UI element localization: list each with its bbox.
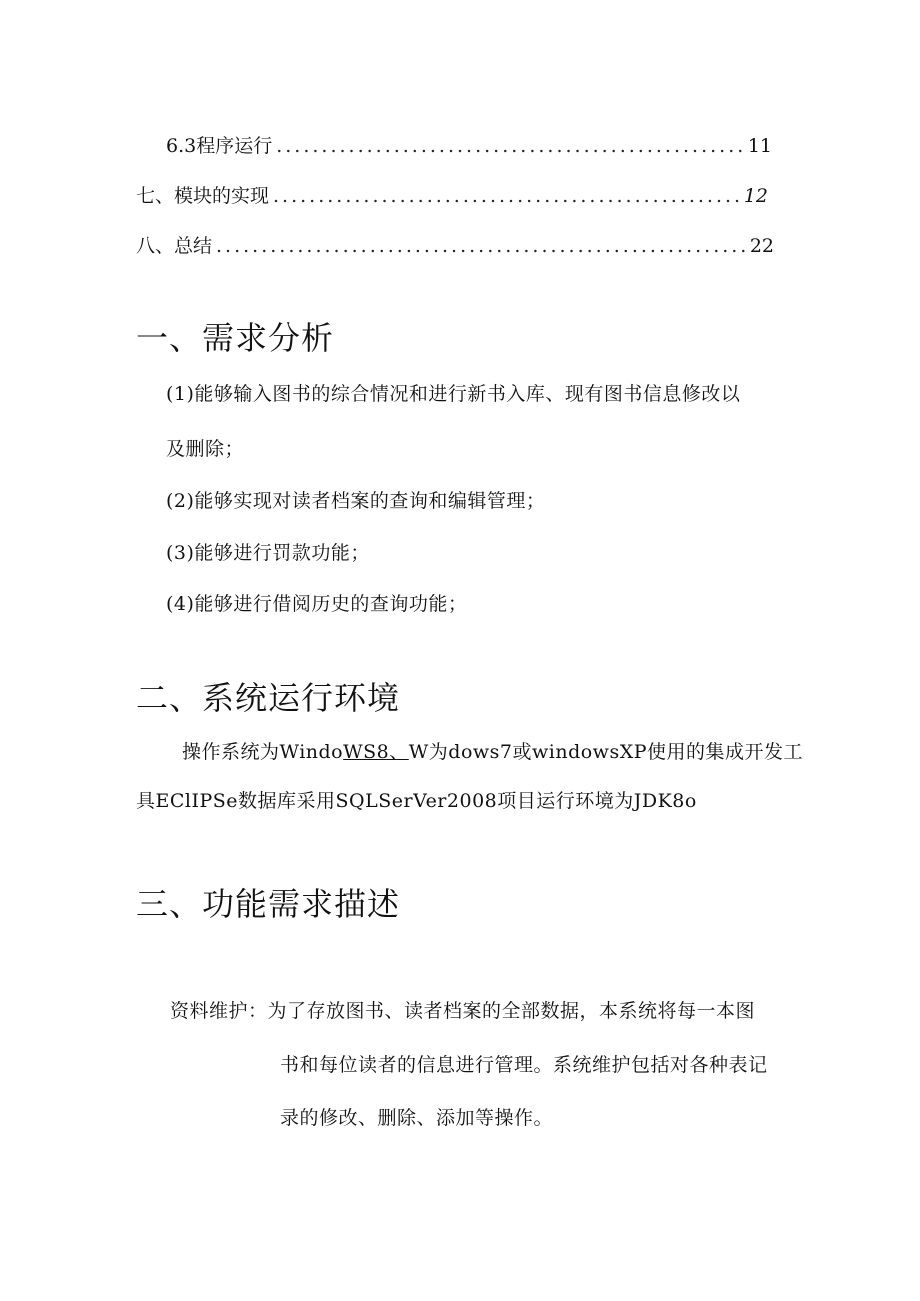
environment-paragraph-line bbox=[182, 738, 803, 766]
toc-entry-page: 11 bbox=[747, 135, 772, 157]
toc-entry-page: 22 bbox=[749, 235, 774, 257]
toc-leader-dots bbox=[273, 182, 740, 210]
environment-paragraph-line: 具EClIPSe数据库采用SQLSerVer2008项目运行环境为JDK8o bbox=[136, 790, 697, 812]
toc-leader-dots bbox=[216, 232, 746, 260]
section-heading-functional-requirements: 三、功能需求描述 bbox=[136, 885, 401, 923]
section-heading-requirements: 一、需求分析 bbox=[136, 319, 335, 357]
toc-entry[interactable] bbox=[136, 182, 768, 210]
environment-text-underlined: WS8、 bbox=[343, 741, 409, 763]
requirement-item: (4)能够进行借阅历史的查询功能； bbox=[166, 593, 468, 615]
requirement-item: (1)能够输入图书的综合情况和进行新书入库、现有图书信息修改以 bbox=[166, 383, 741, 405]
requirement-item: (3)能够进行罚款功能； bbox=[166, 542, 370, 564]
requirement-item: (2)能够实现对读者档案的查询和编辑管理； bbox=[166, 490, 546, 512]
section-heading-environment: 二、系统运行环境 bbox=[136, 679, 401, 717]
toc-entry[interactable] bbox=[136, 232, 774, 260]
toc-entry-label: 七、模块的实现 bbox=[136, 185, 270, 207]
maintenance-paragraph-line: 书和每位读者的信息进行管理。系统维护包括对各种表记 bbox=[280, 1054, 768, 1076]
requirement-item: 及删除； bbox=[166, 438, 245, 460]
environment-text: 操作系统为Windo bbox=[182, 741, 344, 763]
environment-text: W为dows7或windowsXP使用的集成开发工 bbox=[408, 741, 804, 763]
toc-entry[interactable] bbox=[166, 132, 772, 160]
maintenance-paragraph-line: 录的修改、删除、添加等操作。 bbox=[280, 1107, 554, 1129]
toc-entry-label: 八、总结 bbox=[136, 235, 213, 257]
toc-leader-dots bbox=[276, 132, 744, 160]
toc-entry-page: 12 bbox=[743, 185, 768, 207]
toc-entry-label: 6.3程序运行 bbox=[166, 135, 273, 157]
maintenance-paragraph-line: 资料维护：为了存放图书、读者档案的全部数据，本系统将每一本图 bbox=[170, 1000, 756, 1022]
